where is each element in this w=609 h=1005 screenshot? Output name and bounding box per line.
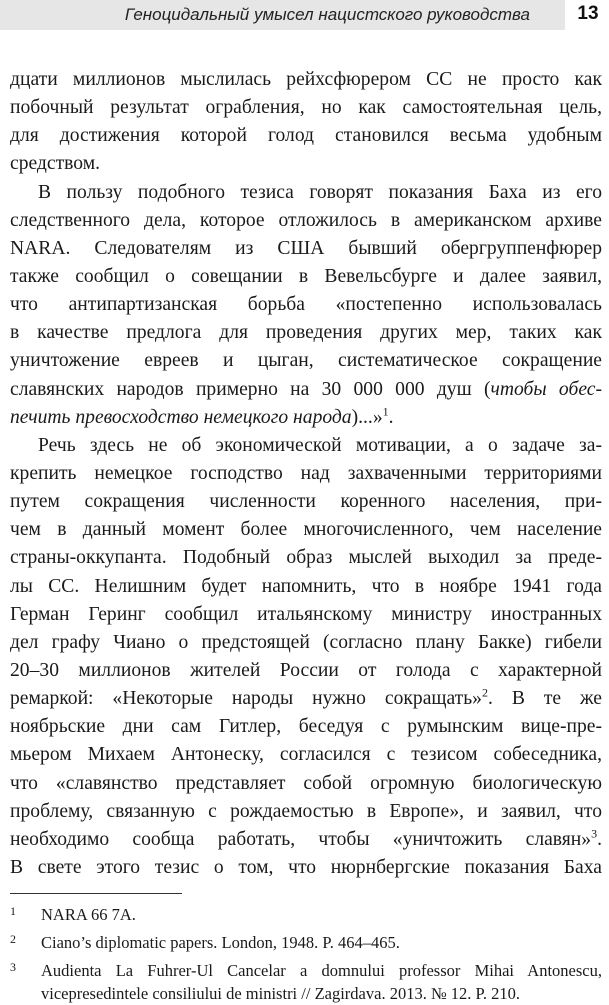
text-segment: ремаркой: «Некоторые народы нужно сокращать»: [10, 688, 482, 710]
running-header: [0, 0, 609, 36]
footnote-number: 2: [10, 932, 16, 946]
body-text: [10, 66, 602, 882]
text-line: ноябрьские дни сам Гитлер, беседуя с румынским вице-пре-: [10, 716, 602, 738]
text-line: страны-оккупанта. Подобный образ мыслей выходил за преде-: [10, 547, 602, 569]
footnote-1: [10, 903, 602, 926]
running-title: Геноцидальный умысел нацистского руководства: [124, 5, 530, 24]
text-line: NARA. Следователям из США бывший обергруппенфюрер: [10, 237, 602, 259]
text-line: уничтожение евреев и цыган, систематическое сокращение: [10, 350, 602, 372]
text-line: [10, 376, 602, 404]
footnote-text: NARA 66 7A.: [41, 905, 136, 924]
italic-segment: печить превосходство немецкого народа: [10, 406, 352, 428]
italic-segment: чтобы обес-: [490, 378, 602, 400]
text-line: дцати миллионов мыслилась рейхсфюрером СС не просто как: [10, 69, 602, 90]
text-line: В свете этого тезис о том, что нюрнбергские показания Баха: [10, 856, 602, 878]
footnote-number: 1: [10, 904, 16, 918]
footnote-3: [10, 959, 602, 1005]
footnote-text: Audienta La Fuhrer-Ul Cancelar a domnului professor Mihai Antonescu,: [41, 961, 602, 980]
paragraph-start-line: В пользу подобного тезиса говорят показания Баха из его: [38, 181, 602, 203]
footnote-ref[interactable]: 3: [591, 826, 598, 841]
footnote-2: [10, 931, 602, 954]
footnote-ref[interactable]: 2: [481, 685, 488, 700]
footnote-text: vicepresedintele consiliului de ministri // Zagirdava. 2013. № 12. P. 210.: [41, 984, 521, 1003]
text-segment: необходимо сообща работать, чтобы «уничтожить славян»: [10, 828, 592, 850]
text-line: средством.: [10, 153, 100, 175]
text-line: мьером Михаем Антонеску, согласился с тезисом собеседника,: [10, 744, 602, 766]
text-segment: . В те же: [487, 688, 602, 710]
footnote-number: 3: [10, 960, 16, 974]
footnote-text: Ciano’s diplomatic papers. London, 1948. P. 464–465.: [41, 933, 400, 952]
text-line: что антипартизанская борьба «постепенно использовалась: [10, 294, 602, 316]
header-bar: [0, 0, 565, 30]
text-line: [10, 404, 602, 432]
text-segment: славянских народов примерно на 30 000 000 душ (: [10, 378, 491, 400]
text-line: побочный результат ограбления, но как самостоятельная цель,: [10, 97, 602, 119]
text-line: [10, 826, 602, 854]
text-line: следственного дела, которое отложилось в американском архиве: [10, 209, 602, 231]
text-line: для достижения которой голод становился весьма удобным: [10, 125, 602, 147]
footnote-separator: [10, 893, 182, 894]
text-line: лы СС. Нелишним будет напомнить, что в ноябре 1941 года: [10, 575, 602, 597]
text-line: 20–30 миллионов жителей России от голода с характерной: [10, 659, 602, 681]
text-line: также сообщил о совещании в Вевельсбурге и далее заявил,: [10, 265, 602, 287]
text-segment: .: [388, 406, 394, 428]
text-segment: .: [597, 828, 602, 850]
text-line: в качестве предлога для проведения других мер, таких как: [10, 322, 602, 344]
text-line: проблему, связанную с рождаемостью в Европе», и заявил, что: [10, 800, 602, 822]
page-number: 13: [577, 3, 599, 24]
text-line: дел графу Чиано о предстоящей (согласно плану Бакке) гибели: [10, 631, 602, 653]
footnote-ref[interactable]: 1: [382, 404, 389, 419]
paragraph-start-line: Речь здесь не об экономической мотивации, а о задаче за-: [38, 434, 602, 456]
text-line: путем сокращения численности коренного населения, при-: [10, 491, 602, 513]
text-segment: )...»: [351, 406, 383, 428]
text-line: крепить немецкое господство над захваченными территориями: [10, 462, 602, 484]
text-line: [10, 685, 602, 713]
footnotes: [10, 903, 602, 1005]
text-line: Герман Геринг сообщил итальянскому министру иностранных: [10, 603, 602, 625]
text-line: что «славянство представляет собой огромную биологическую: [10, 772, 602, 794]
text-line: чем в данный момент более многочисленного, чем население: [10, 519, 602, 541]
